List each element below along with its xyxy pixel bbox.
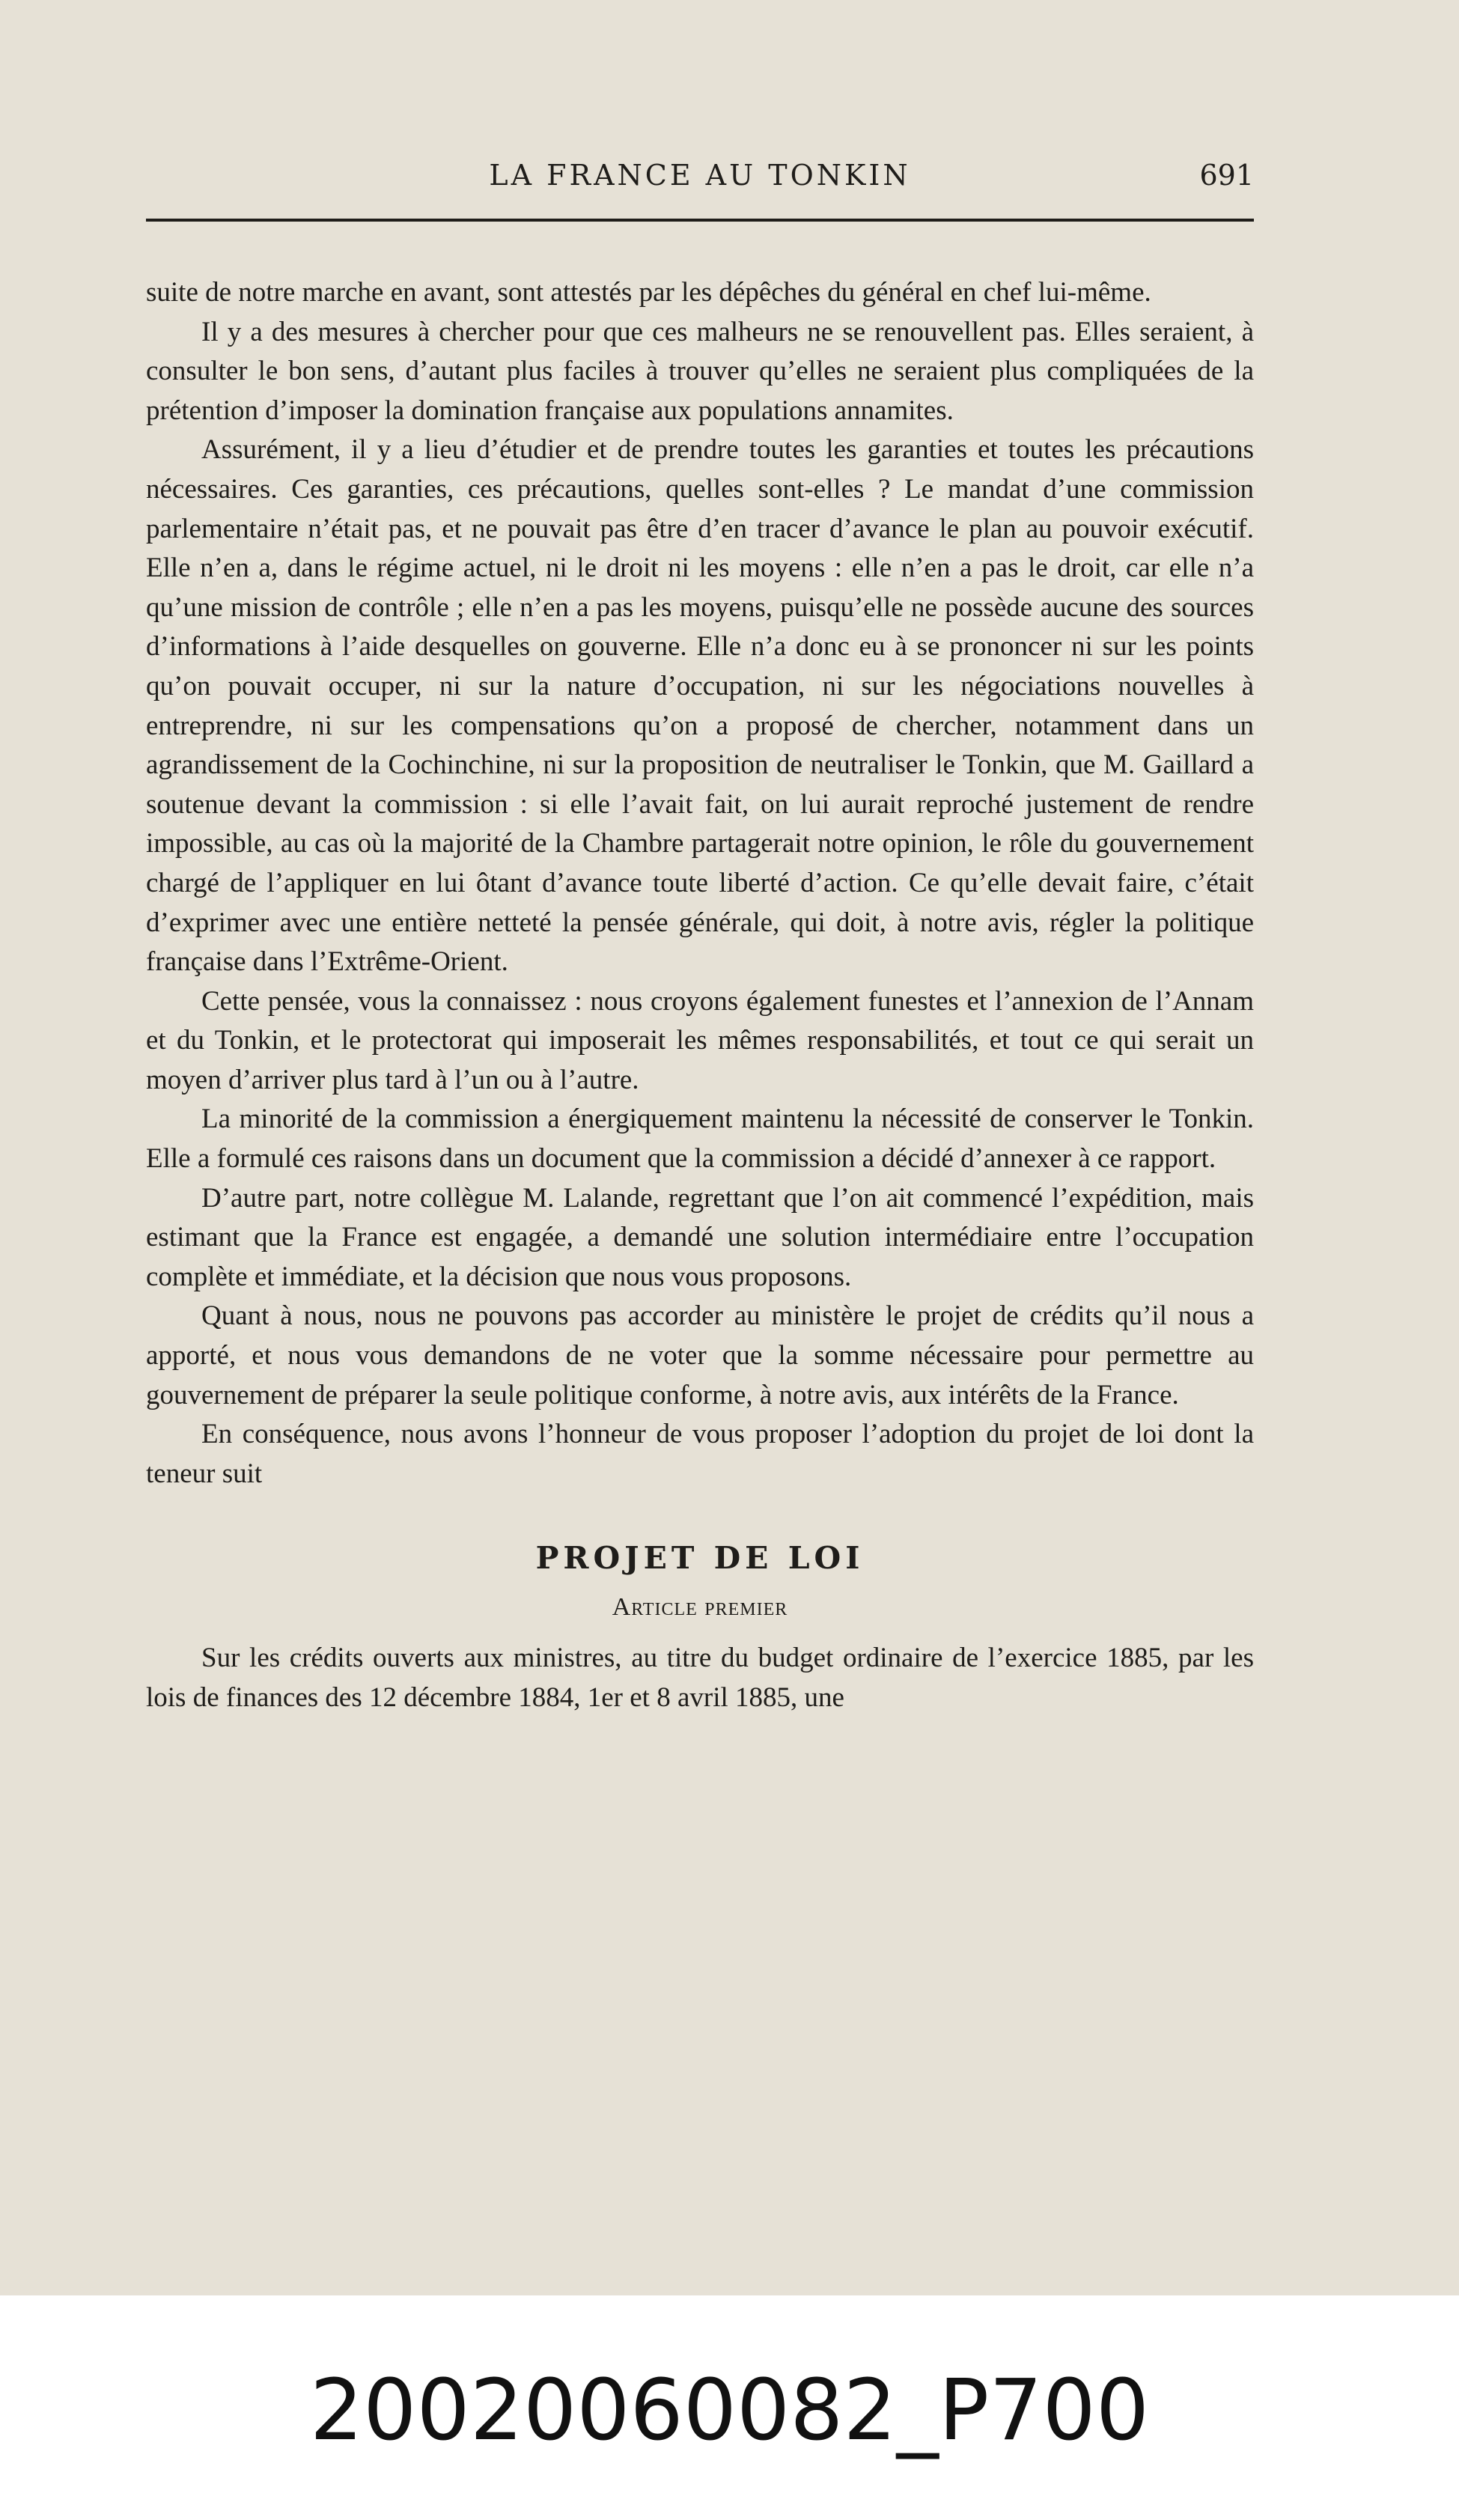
paragraph-2: Il y a des mesures à chercher pour que ces malheurs ne se renouvellent pas. Elles seraient, à consulter le bon sens, d’autant plus faciles à trouver qu’elles ne seraient plus compliquées de la prétention d’imposer la domination française aux populations annamites. (146, 316, 1254, 426)
body-text (146, 273, 1254, 1718)
article-text: Sur les crédits ouverts aux ministres, au titre du budget ordinaire de l’exercice 1885, par les lois de finances des 12 décembre 1884, 1er et 8 avril 1885, une (146, 1643, 1254, 1713)
law-heading: PROJET DE LOI (535, 1540, 865, 1577)
paragraph-8: En conséquence, nous avons l’honneur de vous proposer l’adoption du projet de loi dont la teneur suit (146, 1419, 1254, 1489)
header-rule (146, 219, 1254, 222)
page-number: 691 (1199, 159, 1254, 192)
paragraph-7: Quant à nous, nous ne pouvons pas accorder au ministère le projet de crédits qu’il nous a apporté, et nous vous demandons de ne voter que la somme nécessaire pour permettre au gouvernement de préparer la seule politique conforme, à notre avis, aux intérêts de la France. (146, 1300, 1254, 1410)
running-title: LA FRANCE AU TONKIN (489, 159, 911, 192)
paragraph-5: La minorité de la commission a énergiquement maintenu la nécessité de conserver le Tonkin. Elle a formulé ces raisons dans un document que la commission a décidé d’annexer à ce rapport. (146, 1104, 1254, 1175)
paragraph-1: suite de notre marche en avant, sont attestés par les dépêches du général en chef lui-même. (146, 277, 1151, 308)
paragraph-3: Assurément, il y a lieu d’étudier et de prendre toutes les garanties et toutes les précautions nécessaires. Ces garanties, ces précautions, quelles sont-elles ? Le mandat d’une commission parlementaire n’était pas, et ne pouvait pas être d’en tracer d’avance le plan au pouvoir exécutif. Elle n’en a, dans le régime actuel, ni le droit ni les moyens : elle n’en a pas le droit, car elle n’a qu’une mission de contrôle ; elle n’en a pas les moyens, puisqu’elle ne possède aucune des sources d’informations à l’aide desquelles on gouverne. Elle n’a donc eu à se prononcer ni sur les points qu’on pouvait occuper, ni sur la nature d’occupation, ni sur les négociations nouvelles à entreprendre, ni sur les compensations qu’on a proposé de chercher, notamment dans un agrandissement de la Cochinchine, ni sur la proposition de neutraliser le Tonkin, que M. Gaillard a soutenue devant la commission : si elle l’avait fait, on lui aurait reproché justement de rendre impossible, au cas où la majorité de la Chambre partagerait notre opinion, le rôle du gouvernement chargé de l’appliquer en lui ôtant d’avance toute liberté d’action. Ce qu’elle devait faire, c’était d’exprimer avec une entière netteté la pensée générale, qui doit, à notre avis, régler la politique française dans l’Extrême-Orient. (146, 434, 1254, 978)
catalog-id: 20020060082_P700 (309, 2362, 1150, 2459)
running-header (146, 159, 1254, 204)
paragraph-4: Cette pensée, vous la connaissez : nous croyons également funestes et l’annexion de l’Annam et du Tonkin, et le protectorat qui imposerait les mêmes responsabilités, et tout ce qui serait un moyen d’arriver plus tard à l’un ou à l’autre. (146, 985, 1254, 1095)
article-title: Article premier (612, 1593, 788, 1622)
paragraph-6: D’autre part, notre collègue M. Lalande, regrettant que l’on ait commencé l’expédition, mais estimant que la France est engagée, a demandé une solution intermédiaire entre l’occupation complète et immédiate, et la décision que nous vous proposons. (146, 1182, 1254, 1292)
